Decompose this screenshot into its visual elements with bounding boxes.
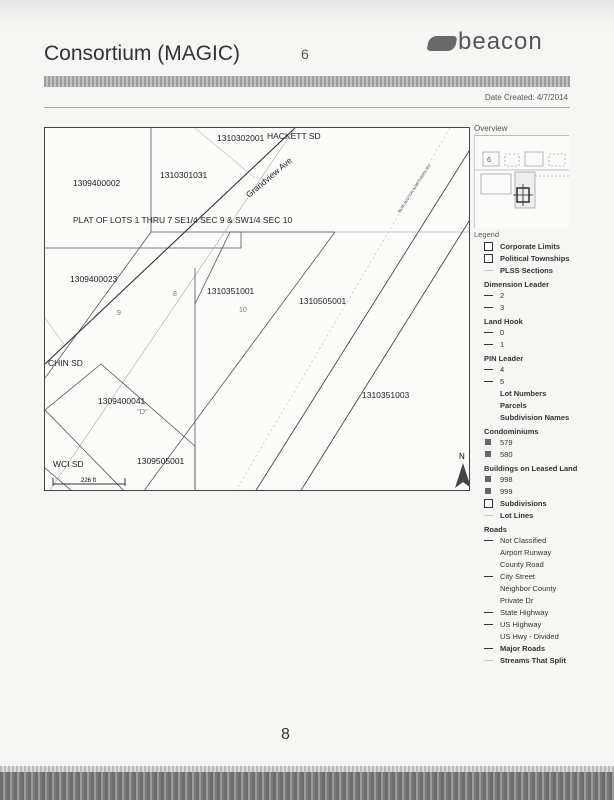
- legend-group-heading: [484, 427, 604, 436]
- legend-label: Not Classified: [500, 536, 547, 545]
- legend-label: PIN Leader: [484, 354, 524, 363]
- legend-label: Parcels: [500, 401, 527, 410]
- legend-item: [484, 596, 604, 605]
- legend-item: [484, 656, 604, 665]
- legend-item: [484, 303, 604, 312]
- legend-swatch-icon: [484, 620, 498, 629]
- legend-swatch-icon: [484, 656, 498, 665]
- legend-label: Lot Numbers: [500, 389, 547, 398]
- legend-label: State Highway: [500, 608, 549, 617]
- legend-title: Legend: [474, 230, 500, 239]
- legend-item: [484, 413, 604, 422]
- legend-label: 4: [500, 365, 505, 374]
- legend-item: [484, 620, 604, 629]
- scale-bar-label: 226 ft: [81, 478, 97, 484]
- legend-label: 579: [500, 438, 513, 447]
- legend-swatch-icon: [484, 242, 498, 251]
- parcel-map-canvas: [45, 128, 470, 491]
- scan-top-smudge: [0, 0, 614, 26]
- overview-number: 6: [487, 157, 491, 164]
- legend-label: Lot Lines: [500, 511, 534, 520]
- legend-swatch-icon: [484, 560, 498, 569]
- parcel-label: 1310302001: [217, 133, 265, 143]
- legend-label: Subdivisions: [500, 499, 547, 508]
- page-title: Consortium (MAGIC): [44, 42, 241, 65]
- legend-item: [484, 266, 604, 275]
- legend-item: [484, 365, 604, 374]
- legend-group-heading: [484, 317, 604, 326]
- rail-label: BURLINGTON NORTHERN RR: [396, 163, 432, 214]
- legend-item: [484, 608, 604, 617]
- legend-item: [484, 438, 604, 447]
- legend-label: 580: [500, 450, 513, 459]
- legend-swatch-icon: [484, 401, 498, 410]
- legend-swatch-icon: [484, 644, 498, 653]
- legend-label: 999: [500, 487, 513, 496]
- north-arrow-icon: [455, 452, 470, 488]
- header-rule: [44, 107, 570, 108]
- scan-bottom-band: [0, 766, 614, 800]
- header-number: 6: [301, 46, 309, 62]
- map-legend: [474, 230, 604, 668]
- subdivision-label: WCI SD: [53, 459, 84, 469]
- legend-label: Private Dr: [500, 596, 534, 605]
- subdivision-label: HACKETT SD: [267, 131, 321, 141]
- parcel-label: 1310505001: [299, 296, 347, 306]
- beacon-logo-icon: [426, 36, 457, 51]
- north-arrow-label: N: [459, 452, 465, 461]
- date-created: Date Created: 4/7/2014: [484, 93, 568, 102]
- legend-item: [484, 548, 604, 557]
- parcel-label: 1309400041: [98, 396, 146, 406]
- legend-item: [484, 584, 604, 593]
- legend-swatch-icon: [484, 413, 498, 422]
- legend-item: [484, 644, 604, 653]
- legend-swatch-icon: [484, 340, 498, 349]
- lot-number-label: 10: [239, 307, 247, 314]
- legend-item: [484, 328, 604, 337]
- legend-label: 5: [500, 377, 505, 386]
- parcel-label: 1309400002: [73, 178, 121, 188]
- legend-item: [484, 499, 604, 508]
- legend-item: [484, 450, 604, 459]
- legend-label: County Road: [500, 560, 544, 569]
- legend-label: Condominiums: [484, 427, 539, 436]
- legend-label: Buildings on Leased Land: [484, 464, 578, 473]
- legend-label: 0: [500, 328, 505, 337]
- legend-swatch-icon: [484, 365, 498, 374]
- lot-number-label: "D": [137, 407, 148, 416]
- lot-number-label: 9: [117, 310, 121, 317]
- legend-label: PLSS Sections: [500, 266, 553, 275]
- legend-swatch-icon: [484, 536, 498, 545]
- beacon-logo: [428, 28, 568, 58]
- legend-swatch-icon: [484, 572, 498, 581]
- parcel-label: 1310351001: [207, 286, 255, 296]
- legend-item: [484, 632, 604, 641]
- legend-items: [474, 242, 604, 665]
- legend-group-heading: [484, 354, 604, 363]
- legend-label: Dimension Leader: [484, 280, 550, 289]
- legend-swatch-icon: [484, 254, 498, 263]
- scale-bar: [53, 478, 125, 486]
- legend-item: [484, 401, 604, 410]
- parcel-map[interactable]: [44, 127, 470, 491]
- parcel-label: 1310351003: [362, 390, 410, 400]
- legend-label: US Highway: [500, 620, 542, 629]
- legend-group-heading: [484, 280, 604, 289]
- legend-swatch-icon: [484, 438, 498, 447]
- parcel-label: 1309400023: [70, 274, 118, 284]
- legend-label: Streams That Split: [500, 656, 566, 665]
- legend-item: [484, 340, 604, 349]
- legend-swatch-icon: [484, 632, 498, 641]
- legend-label: US Hwy - Divided: [500, 632, 559, 641]
- legend-group-heading: [484, 525, 604, 534]
- legend-label: Neighbor County: [500, 584, 557, 593]
- header-rule-band: [44, 76, 570, 87]
- parcel-label: 1310301031: [160, 170, 208, 180]
- legend-swatch-icon: [484, 450, 498, 459]
- overview-title: Overview: [474, 124, 508, 133]
- legend-item: [484, 560, 604, 569]
- legend-swatch-icon: [484, 487, 498, 496]
- legend-item: [484, 572, 604, 581]
- legend-swatch-icon: [484, 608, 498, 617]
- legend-swatch-icon: [484, 266, 498, 275]
- legend-swatch-icon: [484, 499, 498, 508]
- overview-map-canvas: [475, 136, 569, 228]
- legend-item: [484, 291, 604, 300]
- legend-item: [484, 475, 604, 484]
- beacon-logo-text: beacon: [458, 28, 543, 55]
- legend-swatch-icon: [484, 475, 498, 484]
- legend-swatch-icon: [484, 303, 498, 312]
- legend-label: Political Townships: [500, 254, 570, 263]
- legend-item: [484, 511, 604, 520]
- legend-label: City Street: [500, 572, 536, 581]
- legend-swatch-icon: [484, 596, 498, 605]
- legend-item: [484, 536, 604, 545]
- legend-swatch-icon: [484, 377, 498, 386]
- legend-swatch-icon: [484, 291, 498, 300]
- legend-label: 1: [500, 340, 505, 349]
- legend-label: Land Hook: [484, 317, 523, 326]
- plat-label: PLAT OF LOTS 1 THRU 7 SE1/4 SEC 9 & SW1/4 SEC 10: [73, 215, 293, 225]
- legend-swatch-icon: [484, 548, 498, 557]
- legend-label: Subdivision Names: [500, 413, 570, 422]
- parcel-label: 1309505001: [137, 456, 185, 466]
- page-number: 8: [281, 726, 290, 743]
- legend-swatch-icon: [484, 389, 498, 398]
- road-label: Grandview Ave: [243, 155, 294, 200]
- legend-label: 2: [500, 291, 505, 300]
- legend-label: 998: [500, 475, 513, 484]
- legend-label: Roads: [484, 525, 507, 534]
- legend-label: Corporate Limits: [500, 242, 561, 251]
- legend-swatch-icon: [484, 584, 498, 593]
- legend-item: [484, 377, 604, 386]
- legend-label: Major Roads: [500, 644, 546, 653]
- legend-item: [484, 254, 604, 263]
- legend-item: [484, 389, 604, 398]
- legend-item: [484, 242, 604, 251]
- overview-map[interactable]: [474, 135, 569, 228]
- subdivision-label: CHIN SD: [48, 358, 83, 368]
- legend-group-heading: [484, 464, 604, 473]
- lot-number-label: 8: [173, 291, 177, 298]
- legend-swatch-icon: [484, 511, 498, 520]
- legend-swatch-icon: [484, 328, 498, 337]
- legend-label: Airport Runway: [500, 548, 552, 557]
- legend-label: 3: [500, 303, 505, 312]
- legend-item: [484, 487, 604, 496]
